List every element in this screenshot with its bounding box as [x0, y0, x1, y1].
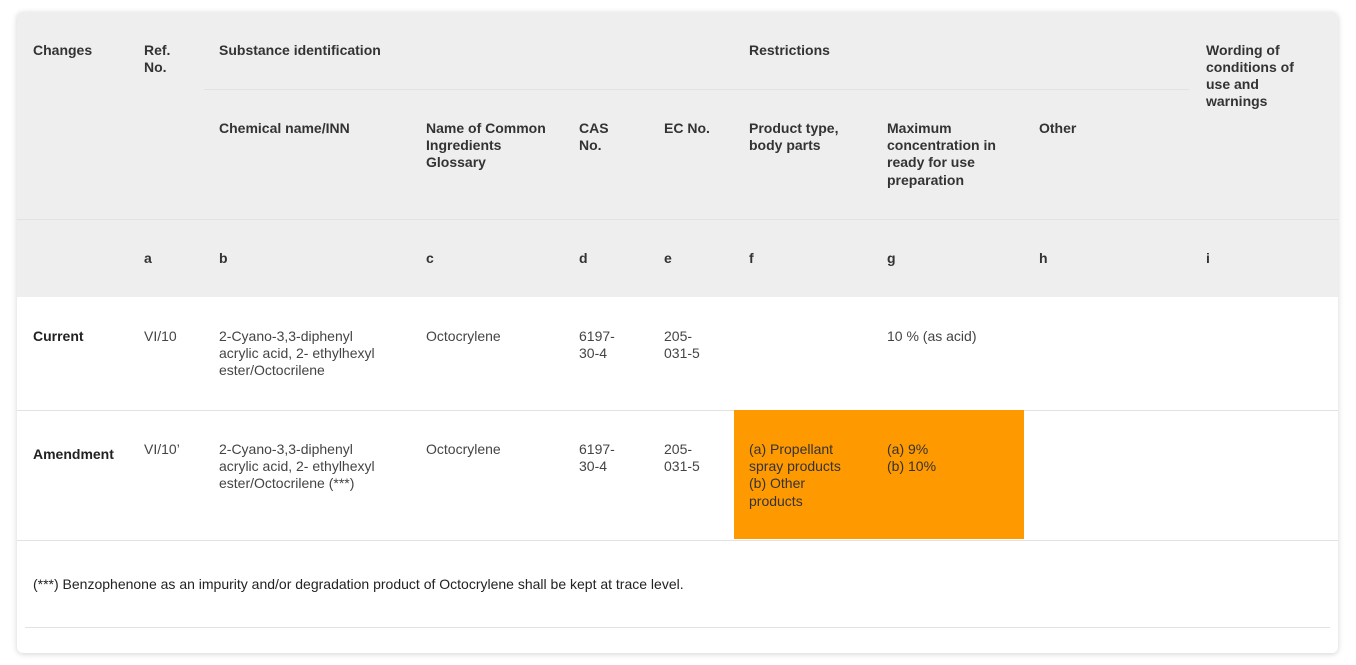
row-amendment-concentration-line1: (a) 9%	[887, 441, 929, 457]
row-current-ref: VI/10	[144, 328, 177, 344]
header-cas-line1: CAS	[579, 120, 609, 136]
row-amendment-cas-line2: 30-4	[579, 458, 608, 474]
row-amendment-chemical-line1: 2-Cyano-3,3-diphenyl	[219, 441, 353, 457]
header-other: Other	[1039, 120, 1077, 136]
row-amendment-chemical-line2: acrylic acid, 2- ethylhexyl	[219, 458, 375, 474]
header-max-conc-line2: concentration in	[887, 137, 996, 153]
header-wording-line3: use and	[1206, 76, 1259, 92]
row-amendment-cas-line1: 6197-	[579, 441, 615, 457]
regulation-table-card	[17, 12, 1338, 653]
header-divider	[17, 219, 1338, 220]
column-letter-h: h	[1039, 250, 1048, 266]
column-letter-c: c	[426, 250, 434, 266]
header-wording-line4: warnings	[1206, 93, 1268, 109]
column-letter-d: d	[579, 250, 588, 266]
header-product-type-line2: body parts	[749, 137, 821, 153]
row-amendment-common-name: Octocrylene	[426, 441, 501, 457]
column-letter-i: i	[1206, 250, 1210, 266]
row-current-ec-line1: 205-	[664, 328, 693, 344]
column-letter-e: e	[664, 250, 672, 266]
footnote-divider-top	[17, 540, 1338, 541]
row-divider	[17, 410, 1338, 411]
header-common-name-line3: Glossary	[426, 154, 486, 170]
header-common-name-line2: Ingredients	[426, 137, 502, 153]
row-current-common-name: Octocrylene	[426, 328, 501, 344]
row-current-cas-line2: 30-4	[579, 345, 608, 361]
column-letter-a: a	[144, 250, 152, 266]
row-current-cas-line1: 6197-	[579, 328, 615, 344]
row-amendment-concentration-line2: (b) 10%	[887, 458, 937, 474]
row-current-change: Current	[33, 328, 84, 344]
row-amendment-product-line4: products	[749, 493, 803, 509]
header-wording-line2: conditions of	[1206, 59, 1294, 75]
header-substance-identification: Substance identification	[219, 42, 381, 58]
header-max-conc-line1: Maximum	[887, 120, 952, 136]
row-amendment-ref: VI/10’	[144, 441, 180, 457]
row-amendment-product-line1: (a) Propellant	[749, 441, 834, 457]
header-cas-line2: No.	[579, 137, 602, 153]
row-amendment-ec-line1: 205-	[664, 441, 693, 457]
header-subdivider	[204, 89, 1189, 90]
header-changes: Changes	[33, 42, 93, 58]
header-max-conc-line3: ready for use	[887, 154, 975, 170]
column-letter-b: b	[219, 250, 228, 266]
row-current-concentration: 10 % (as acid)	[887, 328, 977, 344]
row-amendment-product-line3: (b) Other	[749, 475, 806, 491]
table-header-background	[17, 12, 1338, 297]
column-letter-f: f	[749, 250, 754, 266]
header-common-name-line1: Name of Common	[426, 120, 546, 136]
row-current-chemical-line1: 2-Cyano-3,3-diphenyl	[219, 328, 353, 344]
header-restrictions: Restrictions	[749, 42, 830, 58]
row-current-chemical-line3: ester/Octocrilene	[219, 362, 325, 378]
column-letter-g: g	[887, 250, 896, 266]
header-ref-no-line2: No.	[144, 59, 167, 75]
header-ec-no: EC No.	[664, 120, 710, 136]
row-current-ec-line2: 031-5	[664, 345, 700, 361]
header-product-type-line1: Product type,	[749, 120, 839, 136]
header-ref-no-line1: Ref.	[144, 42, 171, 58]
row-amendment-chemical-line3: ester/Octocrilene (***)	[219, 475, 355, 491]
row-current-chemical-line2: acrylic acid, 2- ethylhexyl	[219, 345, 375, 361]
row-amendment-product-line2: spray products	[749, 458, 841, 474]
row-amendment-change: Amendment	[33, 446, 114, 462]
header-wording-line1: Wording of	[1206, 42, 1280, 58]
header-chemical-name: Chemical name/INN	[219, 120, 350, 136]
header-max-conc-line4: preparation	[887, 172, 965, 188]
footnote-divider-bottom	[25, 627, 1330, 628]
row-amendment-ec-line2: 031-5	[664, 458, 700, 474]
footnote: (***) Benzophenone as an impurity and/or degradation product of Octocrylene shall be kept at trace level.	[33, 576, 684, 592]
